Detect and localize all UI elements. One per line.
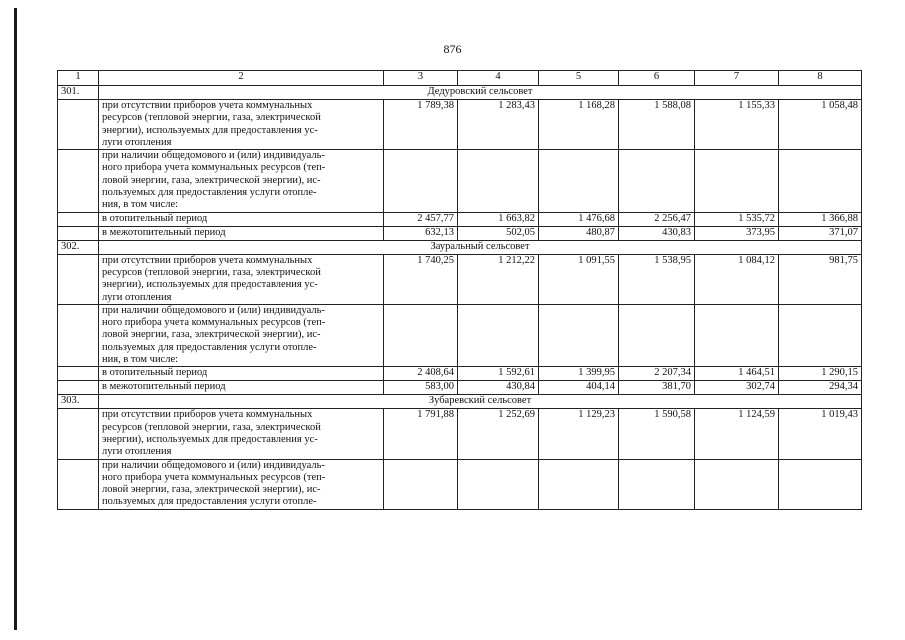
value-cell (779, 304, 862, 366)
table-row (58, 409, 862, 459)
value-cell: 583,00 (384, 381, 458, 395)
column-header-1: 1 (58, 71, 99, 86)
value-cell (779, 459, 862, 509)
description-line: при наличии общедомового и (или) индивидуаль- (102, 304, 325, 316)
row-code (58, 409, 99, 459)
value-cell: 1 592,61 (458, 367, 539, 381)
column-header-5: 5 (539, 71, 619, 86)
value-cell: 1 019,43 (779, 409, 862, 459)
page-edge-bar (14, 8, 17, 630)
description-line: ловой энергии, газа, электрической энергии), ис- (102, 174, 321, 186)
value-cell (458, 304, 539, 366)
section-row (58, 240, 862, 254)
description-line: в межотопительный период (102, 381, 226, 393)
value-cell: 1 091,55 (539, 254, 619, 304)
value-cell: 632,13 (384, 226, 458, 240)
description-line: энергии), используемых для предоставления ус- (102, 124, 318, 136)
description-line: ресурсов (тепловой энергии, газа, электрической (102, 421, 321, 433)
value-cell: 1 538,95 (619, 254, 695, 304)
value-cell: 381,70 (619, 381, 695, 395)
description-line: ловой энергии, газа, электрической энергии), ис- (102, 329, 321, 341)
table-row (58, 226, 862, 240)
row-description (99, 100, 384, 150)
table-row (58, 212, 862, 226)
description-line: ного прибора учета коммунальных ресурсов (теп- (102, 471, 326, 483)
value-cell (695, 459, 779, 509)
value-cell: 1 789,38 (384, 100, 458, 150)
row-code (58, 150, 99, 212)
value-cell (619, 150, 695, 212)
value-cell: 1 590,58 (619, 409, 695, 459)
table-row (58, 150, 862, 212)
description-line: луги отопления (102, 446, 172, 458)
value-cell: 1 663,82 (458, 212, 539, 226)
value-cell: 1 588,08 (619, 100, 695, 150)
description-line: ловой энергии, газа, электрической энергии), ис- (102, 484, 321, 496)
description-line: пользуемых для предоставления услуги отопле- (102, 496, 317, 508)
value-cell: 2 207,34 (619, 367, 695, 381)
value-cell (458, 150, 539, 212)
description-line: при отсутствии приборов учета коммунальных (102, 254, 313, 266)
value-cell: 1 283,43 (458, 100, 539, 150)
value-cell: 1 290,15 (779, 367, 862, 381)
description-line: ния, в том числе: (102, 354, 179, 366)
column-header-4: 4 (458, 71, 539, 86)
column-header-7: 7 (695, 71, 779, 86)
table-row (58, 367, 862, 381)
row-description (99, 367, 384, 381)
row-code (58, 212, 99, 226)
description-line: ресурсов (тепловой энергии, газа, электрической (102, 266, 321, 278)
value-cell: 1 124,59 (695, 409, 779, 459)
value-cell (619, 304, 695, 366)
section-code: 301. (58, 86, 99, 100)
column-header-8: 8 (779, 71, 862, 86)
value-cell: 1 155,33 (695, 100, 779, 150)
value-cell: 480,87 (539, 226, 619, 240)
description-line: ного прибора учета коммунальных ресурсов (теп- (102, 162, 326, 174)
column-header-6: 6 (619, 71, 695, 86)
value-cell (539, 304, 619, 366)
row-description (99, 254, 384, 304)
tariff-table (57, 70, 862, 510)
table-body (58, 71, 862, 510)
section-name: Зауральный сельсовет (99, 240, 862, 254)
header-row (58, 71, 862, 86)
value-cell (619, 459, 695, 509)
column-header-2: 2 (99, 71, 384, 86)
value-cell: 1 535,72 (695, 212, 779, 226)
row-description (99, 304, 384, 366)
value-cell: 2 457,77 (384, 212, 458, 226)
row-code (58, 304, 99, 366)
description-line: энергии), используемых для предоставления ус- (102, 433, 318, 445)
value-cell: 1 168,28 (539, 100, 619, 150)
description-line: ного прибора учета коммунальных ресурсов (теп- (102, 317, 326, 329)
value-cell: 2 408,64 (384, 367, 458, 381)
row-code (58, 367, 99, 381)
row-code (58, 459, 99, 509)
value-cell (384, 304, 458, 366)
row-description (99, 226, 384, 240)
value-cell: 1 464,51 (695, 367, 779, 381)
row-code (58, 100, 99, 150)
value-cell (695, 150, 779, 212)
value-cell (458, 459, 539, 509)
value-cell: 1 791,88 (384, 409, 458, 459)
table-row (58, 459, 862, 509)
value-cell: 294,34 (779, 381, 862, 395)
page-number: 876 (443, 42, 462, 56)
table-row (58, 304, 862, 366)
value-cell (539, 459, 619, 509)
value-cell: 1 399,95 (539, 367, 619, 381)
row-description (99, 150, 384, 212)
section-row (58, 86, 862, 100)
description-line: при отсутствии приборов учета коммунальных (102, 100, 313, 111)
description-line: ресурсов (тепловой энергии, газа, электрической (102, 112, 321, 124)
value-cell: 373,95 (695, 226, 779, 240)
value-cell: 302,74 (695, 381, 779, 395)
description-line: ния, в том числе: (102, 199, 179, 211)
value-cell: 430,83 (619, 226, 695, 240)
row-code (58, 226, 99, 240)
description-line: в межотопительный период (102, 226, 226, 238)
row-description (99, 459, 384, 509)
description-line: в отопительный период (102, 212, 208, 224)
section-code: 303. (58, 395, 99, 409)
value-cell (384, 459, 458, 509)
table-row (58, 381, 862, 395)
value-cell: 502,05 (458, 226, 539, 240)
section-row (58, 395, 862, 409)
value-cell: 371,07 (779, 226, 862, 240)
value-cell: 1 252,69 (458, 409, 539, 459)
description-line: при наличии общедомового и (или) индивидуаль- (102, 459, 325, 471)
row-code (58, 381, 99, 395)
value-cell: 1 084,12 (695, 254, 779, 304)
value-cell (695, 304, 779, 366)
value-cell: 1 740,25 (384, 254, 458, 304)
value-cell: 1 476,68 (539, 212, 619, 226)
description-line: при наличии общедомового и (или) индивидуаль- (102, 150, 325, 162)
section-name: Зубаревский сельсовет (99, 395, 862, 409)
value-cell (384, 150, 458, 212)
value-cell: 981,75 (779, 254, 862, 304)
row-description (99, 409, 384, 459)
description-line: луги отопления (102, 291, 172, 303)
value-cell: 1 366,88 (779, 212, 862, 226)
row-code (58, 254, 99, 304)
description-line: пользуемых для предоставления услуги отопле- (102, 341, 317, 353)
value-cell: 1 129,23 (539, 409, 619, 459)
value-cell: 2 256,47 (619, 212, 695, 226)
column-header-3: 3 (384, 71, 458, 86)
table-row (58, 100, 862, 150)
value-cell (779, 150, 862, 212)
value-cell: 430,84 (458, 381, 539, 395)
value-cell (539, 150, 619, 212)
row-description (99, 212, 384, 226)
description-line: при отсутствии приборов учета коммунальных (102, 409, 313, 421)
value-cell: 1 212,22 (458, 254, 539, 304)
description-line: энергии), используемых для предоставления ус- (102, 279, 318, 291)
description-line: пользуемых для предоставления услуги отопле- (102, 187, 317, 199)
description-line: в отопительный период (102, 367, 208, 379)
row-description (99, 381, 384, 395)
table-row (58, 254, 862, 304)
section-name: Дедуровский сельсовет (99, 86, 862, 100)
value-cell: 1 058,48 (779, 100, 862, 150)
value-cell: 404,14 (539, 381, 619, 395)
section-code: 302. (58, 240, 99, 254)
description-line: луги отопления (102, 136, 172, 148)
